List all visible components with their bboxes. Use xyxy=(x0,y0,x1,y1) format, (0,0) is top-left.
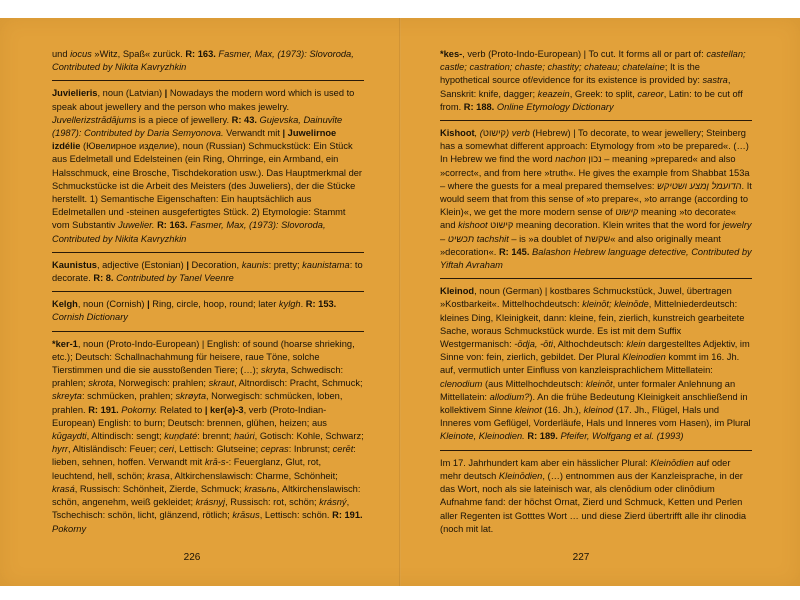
entry-text-run: R: 153. xyxy=(305,299,337,310)
entry-text-run: (16. Jh.), xyxy=(541,405,584,416)
entry-text-run: , noun (German) | kostbares Schmuckstück, Juwel, übertragen »Kostbarkeit«. Mittelhochdeutsch: xyxy=(440,286,732,310)
entry-text-run: נכון – meaning »prepared« and also »correct«, and from here »truth«. He gives the example from Shabbat 153a – where the guests for a meal prepared themselves: xyxy=(440,154,750,191)
entry-text-run: »Witz, Spaß« zurück. xyxy=(91,49,186,59)
entry-text-run: krāsus xyxy=(232,510,260,521)
entry-text-run: kleinod xyxy=(583,405,614,416)
entry-text-run: allodium? xyxy=(489,391,530,402)
entry-text-run: Fasmer, Max, (1973): Slovoroda, Contributed by Nikita Kavryzhkin xyxy=(52,220,326,244)
entry-text-run: (17. Jh., Flügel, Hals und Inneres vom Geflügel, Vorderläufe, Hals und Inneres vom Hasen), im Plural xyxy=(440,405,751,429)
entry-text-run: dargestelltes Adjektiv, im Sinne von: fein, zierlich, gebildet. Der Plural xyxy=(440,339,750,363)
entry-text-run: skraut xyxy=(208,378,234,389)
entry-text-run: Online Etymology Dictionary xyxy=(494,101,614,112)
entry-divider xyxy=(440,278,752,279)
entry-text-run: : brennt; xyxy=(197,431,234,442)
entry-text-run: Pfeifer, Wolfgang et al. (1993) xyxy=(557,431,684,442)
entry-text-run: cerēt xyxy=(332,444,354,455)
page-number-left: 226 xyxy=(183,552,201,563)
entry-text-run: kūgaydti xyxy=(52,431,87,442)
entry-text-run: Nowadays the modern word which is used to speak about jewellery and the person who makes jewelry. xyxy=(52,88,355,112)
entry-divider xyxy=(440,120,752,121)
entry-text-run: , Altindisch: sengt; xyxy=(86,431,165,442)
entry-text-run: R: 191. xyxy=(332,510,363,521)
entry-text-run: Balashon Hebrew language detective, Contributed by Yiftah Avraham xyxy=(440,246,752,271)
entry-text-run: R: 163. xyxy=(157,220,188,231)
entry-text-run: sastra xyxy=(702,75,728,86)
entry-text-run: kylgh xyxy=(278,299,301,310)
entry-text-run: : to decorate. xyxy=(52,259,363,284)
entry-text-run: (Hebrew) | To decorate, to wear jewellery; Steinberg has a somewhat different approach: Etymology from »to be prepared«. (…) In Hebrew we find the word xyxy=(440,128,749,165)
entry-text-run: (Ювелирное изделие), noun (Russian) Schmuckstück: Ein Stück aus Edelmetall und Edelsteinen (ein Ring, Ohrringe, ein Armband, ein Halsschmuck, eine Brosche, Tischdekoration usw.). Das Hauptmerkmal der Schmuckstücke ist die Arbeit des Meisters (des Juweliers), der die Stücke herstellt. 1) Semantische Eigenschaften: Ein hauptsächlich aus Edelmetallen und -steinen ausgefertigtes Stück. 2) Etymologie: Stammt vom Substantiv xyxy=(52,141,363,231)
entry-text-run: Verwandt mit xyxy=(223,128,283,139)
entry-text-run: , Schwedisch: prahlen; xyxy=(52,365,344,389)
entry-text-run: , Lettisch: Glutseine; xyxy=(173,444,261,455)
entry-text-run: : Inbrunst; xyxy=(288,444,333,455)
entry-text-run: Ring, circle, hoop, round; later xyxy=(149,299,279,310)
entry-text-run: Kleinōdien xyxy=(498,470,543,481)
entry-text-run: ). An die frühe Bedeutung Kleinigkeit anschließend in kollektivem Sinne xyxy=(440,391,748,416)
entry-kaunistus xyxy=(52,259,364,285)
entry-text-run: ; It is the hypothetical source of/evidence for its existence is provided by: xyxy=(440,62,703,86)
entry-text-run: , Russisch: rot, schön; xyxy=(225,497,320,508)
entry-text-run: kleinot xyxy=(514,405,542,416)
book-gutter xyxy=(399,18,401,586)
entry-text-run: , Lettisch: schön. xyxy=(259,510,333,521)
entry-text-run: – is »a doublet of שקשת« and also originally meant »decoration«. xyxy=(440,233,721,257)
entry-kes xyxy=(440,48,752,114)
entry-text-run: . xyxy=(300,299,306,310)
entry-kleinod xyxy=(440,285,752,443)
entry-text-run: krasьnь xyxy=(244,483,277,494)
entry-text-run: meaning »to decorate« and xyxy=(440,207,737,231)
entry-text-run: , (…) entnommen aus der Kanzleisprache, in der das Wort, noch als sie lateinisch war, als clenōdium oder clinōdium Aufnahme fand: der höchst Ornat, Zierd und Schmuck, Ketten und Perlen aller Regenten ist Gotttes Wort … und diese Zierd übertrifft alle ihr clinodia (noch mit lat. xyxy=(440,470,747,534)
entry-text-run: Fasmer, Max, (1973): Slovoroda, Contributed by Nikita Kavryzhkin xyxy=(52,49,354,73)
entry-text-run: Pokorny xyxy=(52,523,87,534)
entry-text-run: R: 189. xyxy=(527,431,558,442)
entry-text-run: , noun (Proto-Indo-European) | English: of sound (hoarse shrieking, etc.); Deutsch: Schallnachahmung für heisere, raue Töne, solche Tierstimmen und die sie ausstoßenden Tiere; (…); xyxy=(52,338,355,376)
entry-text-run: R: 191. xyxy=(88,404,119,415)
entry-text-run: , Althochdeutsch: xyxy=(553,339,627,350)
entry-text-run: *ker-1 xyxy=(52,338,78,349)
entry-text-run: kleinōt; kleinōde xyxy=(582,299,649,310)
entry-text-run: Juvellerizstrādājums xyxy=(52,114,137,125)
entry-text-run: , ( xyxy=(474,128,483,139)
entry-text-run: | xyxy=(186,259,189,270)
entry-text-run: ceri xyxy=(158,444,174,455)
entry-text-run: Kelgh xyxy=(52,299,78,310)
entry-text-run: krasa xyxy=(147,470,170,481)
entry-divider xyxy=(52,331,364,332)
entry-text-run: : Feuerglanz, Glut, rot, leuchtend, hell, schön; xyxy=(52,457,322,481)
entry-text-run: skreyta xyxy=(52,391,82,402)
entry-text-run: jewelry – תכשיט tachshit xyxy=(440,220,752,244)
entry-text-run: , Greek: to split, xyxy=(569,88,638,99)
entry-divider xyxy=(440,450,752,451)
entry-text-run: , Latin: to be cut off from. xyxy=(440,88,743,112)
entry-text-run: Juwelier. xyxy=(118,220,155,231)
entry-text-run: Im 17. Jahrhundert kam aber ein hässlicher Plural: xyxy=(440,457,651,468)
entry-text-run: ) verb xyxy=(506,128,530,139)
entry-text-run: קישוט xyxy=(615,207,639,218)
right-page xyxy=(440,48,752,548)
entry-text-run: Kleinod xyxy=(440,286,475,297)
entry-text-run: careor xyxy=(637,88,664,99)
entry-divider xyxy=(52,252,364,253)
entry-text-run: is a piece of jewellery. xyxy=(136,114,232,125)
entry-text-run: R: 8. xyxy=(93,273,114,284)
entry-text-run: Pokorny. xyxy=(118,404,158,415)
entry-text-run: Contributed by Tanel Veenre xyxy=(113,273,234,284)
entry-divider xyxy=(52,291,364,292)
entry-kleinod-plural-note xyxy=(440,457,752,536)
entry-text-run: , Mittelniederdeutsch: kleines Ding, Kleinigkeit, dann: kleine, fein, zierlich, kunstreich gearbeitete Sache, woraus Schmuckstück wurde. Es ist mit dem Suffix Westgermanisch: xyxy=(440,299,745,350)
entry-text-run: , Altnordisch: Pracht, Schmuck; xyxy=(233,378,363,389)
entry-text-run: und xyxy=(52,49,71,59)
entry-text-run: skrota xyxy=(88,378,114,389)
entry-text-run: kuṇḍaté xyxy=(164,431,198,442)
entry-text-run: Kishoot xyxy=(440,128,475,139)
entry-divider xyxy=(52,80,364,81)
entry-text-run: cepras xyxy=(260,444,289,455)
entry-text-run: skrøyta xyxy=(175,391,206,402)
entry-text-run: clenodium xyxy=(440,378,483,389)
entry-text-run: , Tschechisch: schön, licht, glänzend, rötlich; xyxy=(52,497,350,521)
entry-text-run: Decoration, xyxy=(188,259,242,270)
entry-text-run: Cornish Dictionary xyxy=(52,312,128,323)
entry-text-run: auf oder mehr deutsch xyxy=(440,457,731,481)
entry-juvielieris xyxy=(52,87,364,245)
entry-text-run: R: 163. xyxy=(185,49,216,59)
entry-text-run: (aus Mittelhochdeutsch: xyxy=(482,378,586,389)
entry-text-run: *kes- xyxy=(440,49,463,59)
entry-text-run: , Norwegisch: schmücken, loben, prahlen. xyxy=(52,391,343,415)
entry-text-run: | Juwelirnoe izdélie xyxy=(52,128,337,152)
entry-ker-1 xyxy=(52,338,364,536)
book-spread xyxy=(0,18,800,586)
entry-text-run: , Gotisch: Kohle, Schwarz; xyxy=(254,431,364,442)
entry-text-run: Related to xyxy=(157,404,205,415)
entry-text-run: קישוט meaning decoration. Klein writes that the word for xyxy=(487,220,723,231)
entry-text-run: : pretty; xyxy=(268,259,303,270)
entry-text-run: Juvielieris xyxy=(52,88,98,99)
entry-text-run: . It would seem that from this sense of »to prepare«, »to arrange (according to Klein)«, we get the more modern sense of xyxy=(440,180,752,218)
entry-text-run: castellan; castle; castration; chaste; chastity; chateau; chatelaine xyxy=(440,49,746,73)
entry-text-run: Gujevska, Dainuvīte (1987): Contributed by Daria Semyonova. xyxy=(52,114,343,139)
entry-text-run: krásnyj xyxy=(195,497,226,508)
entry-text-run: קישוט xyxy=(482,128,507,139)
entry-text-run: , verb (Proto-Indo-European) | To cut. It forms all or part of: xyxy=(462,49,707,59)
entry-text-run: -ōdja, -ōti xyxy=(514,339,553,350)
entry-text-run: kleinōt xyxy=(585,378,613,389)
entry-text-run: Kaunistus xyxy=(52,259,97,270)
entry-text-run: kaunistama xyxy=(302,259,350,270)
entry-text-run: , noun (Cornish) xyxy=(77,299,148,310)
entry-text-run: skryta xyxy=(260,365,286,376)
entry-text-run: kommt im 16. Jh. auf, vermutlich unter Einfluss von kanzleisprachlichem Mittellatein: xyxy=(440,352,740,376)
entry-text-run: kaunis xyxy=(241,259,269,270)
entry-text-run: hyrr xyxy=(52,444,69,455)
page-number-right: 227 xyxy=(572,552,590,563)
entry-text-run: | xyxy=(147,299,150,310)
entry-text-run: , Norwegisch: prahlen; xyxy=(113,378,209,389)
entry-text-run: , noun (Latvian) xyxy=(97,88,165,99)
entry-text-run: , Altisländisch: Feuer; xyxy=(68,444,159,455)
entry-text-run: klein xyxy=(626,339,646,350)
entry-text-run: R: 145. xyxy=(498,246,530,257)
entry-text-run: keazein xyxy=(537,88,570,99)
entry-text-run: krasá xyxy=(52,483,75,494)
entry-kishoot xyxy=(440,127,752,272)
entry-text-run: R: 43. xyxy=(231,114,257,125)
entry-text-run: Kleinote, Kleinodien. xyxy=(440,431,525,442)
entry-text-run: Kleinodien xyxy=(622,352,666,363)
entry-text-run: iocus xyxy=(70,49,92,59)
left-page xyxy=(52,48,364,548)
entry-text-run: , Altkirchenslawisch: schön, angenehm, weiß gekleidet; xyxy=(52,483,361,508)
entry-text-run: , unter formaler Anlehnung an Mittellatein: xyxy=(440,378,736,402)
entry-text-run: : schmücken, prahlen; xyxy=(81,391,176,402)
entry-text-run: | xyxy=(164,88,168,99)
entry-text-run: , Russisch: Schönheit, Zierde, Schmuck; xyxy=(74,483,245,494)
entry-text-run: krásný xyxy=(319,497,347,508)
entry-text-run: nachon xyxy=(555,154,586,165)
entry-text-run: R: 188. xyxy=(463,101,495,112)
entry-text-run: , verb (Proto-Indian-European) English: to burn; Deutsch: brennen, glühen, heizen; aus xyxy=(52,404,327,428)
entry-text-run: , Sanskrit: knife, dagger; xyxy=(440,75,731,99)
entry-text-run: haúri xyxy=(233,431,255,442)
entry-text-run: | ker(ə)-3 xyxy=(204,404,244,415)
entry-text-run: הדועמל ןמצע ושטיקש xyxy=(657,180,742,191)
entry-text-run: : lieben, sehnen, hoffen. Verwandt mit xyxy=(52,444,356,468)
entry-iocus-continuation xyxy=(52,48,364,74)
entry-text-run: , Altkirchenslawisch: Charme, Schönheit; xyxy=(169,470,338,481)
entry-text-run: kishoot xyxy=(458,220,488,231)
entry-text-run: Kleinōdien xyxy=(650,457,694,468)
entry-text-run: , adjective (Estonian) xyxy=(96,259,187,270)
entry-kelgh xyxy=(52,298,364,324)
entry-text-run: krā-s- xyxy=(204,457,229,468)
